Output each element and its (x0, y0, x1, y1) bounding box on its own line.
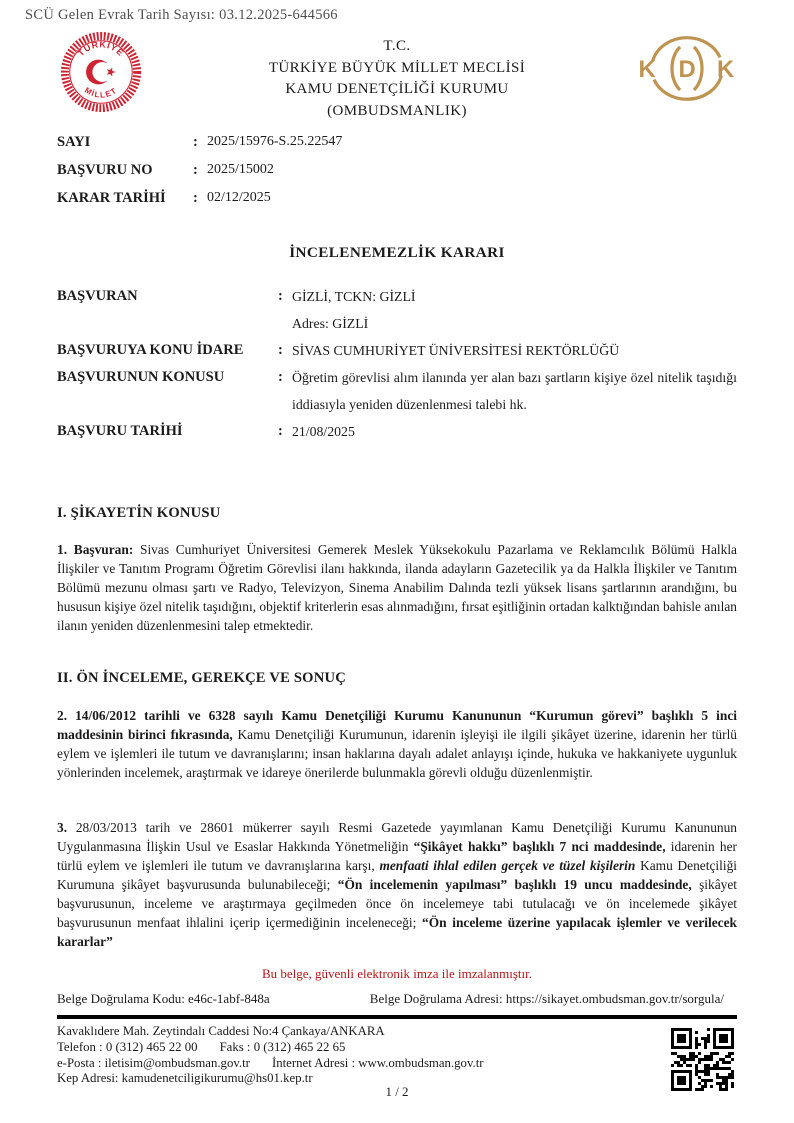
colon: : (278, 423, 283, 439)
kdk-logo-icon (637, 34, 737, 106)
colon: : (193, 190, 198, 206)
detail-label: BAŞVURUNUN KONUSU (57, 369, 225, 385)
signature-note: Bu belge, güvenli elektronik imza ile imzalanmıştır. (261, 966, 533, 981)
qr-code (671, 1028, 734, 1091)
footer (57, 966, 737, 1123)
text-run: menfaati ihlal edilen gerçek ve tüzel kişilerin (379, 858, 641, 873)
colon: : (278, 342, 283, 358)
contact-address: Kavaklıdere Mah. Zeytindalı Caddesi No:4 Çankaya/ANKARA (57, 1024, 385, 1038)
detail-row-konu (57, 364, 737, 418)
detail-value: GİZLİ, TCKN: GİZLİ (292, 289, 416, 304)
text-run: Sivas Cumhuriyet Üniversitesi Gemerek Meslek Yüksekokulu Pazarlama ve Reklamcılık Bölümü Halkla İlişkiler ve Tanıtım Programı Öğretim Görevlisi ilanı hakkında, ilanda adayların Gazetecilik ya da Halkla İlişkiler ve Tanıtım Bölümü mezunu olması şartı ve Radyo, Televizyon, Sinema Anabilim Dalında tezli yüksek lisans şartlarının arandığını, bu hususun kişiye özel nitelik taşıdığını, objektif kriterlerin esas alınmadığını, fırsat eşitliğinin ortadan kalktığından bahisle anılan ilanın yeniden düzenlenmesini talep etmektedir. (57, 542, 738, 633)
detail-row-basvuru-tarihi (57, 418, 737, 445)
detail-row-basvuran (57, 283, 737, 310)
kdk-letter-k1: K (638, 55, 656, 83)
title-line-tc: T.C. (383, 38, 411, 54)
detail-label: BAŞVURU TARİHİ (57, 423, 183, 439)
meta-label: KARAR TARİHİ (57, 190, 166, 206)
colon: : (278, 369, 283, 385)
text-run: 3. (57, 820, 76, 835)
detail-row-idare (57, 337, 737, 364)
text-run: 28/03/2013 tarih ve 28601 mükerrer sayılı Resmi Gazetede yayımlanan Kamu Denetçiliği Kurumu Kanununun Uygulanmasına İlişkin Usul ve Esaslar Hakkında Yönetmeliğin (57, 820, 737, 854)
text-run: idarenin her türlü eylem ve işlemleri ile tutum ve davranışlarına karşı, (57, 839, 737, 873)
detail-label: BAŞVURAN (57, 288, 138, 304)
paragraph-3 (57, 818, 737, 951)
detail-value: Adres: GİZLİ (292, 316, 369, 331)
footer-divider (57, 1015, 737, 1019)
contact-fax: Faks : 0 (312) 465 22 65 (219, 1039, 346, 1054)
meta-value: 2025/15976-S.25.22547 (207, 134, 343, 149)
tbmm-seal-wrap (57, 28, 167, 121)
meta-row-sayi (57, 128, 737, 156)
colon-empty (278, 310, 292, 337)
colon: : (278, 288, 283, 304)
seal-text-bottom: MİLLET (83, 85, 119, 100)
detail-label (57, 310, 278, 337)
detail-value: SİVAS CUMHURİYET ÜNİVERSİTESİ REKTÖRLÜĞÜ (292, 343, 620, 358)
text-run: şikâyet başvurusunun, inceleme ve araştırmaya geçilmeden önce ön incelemeye tabi tutulacağı ve ön incelemede şikâyet başvurusunun menfaat ihlalini içerip içermediğinin inceleneceği; (57, 877, 737, 930)
text-run: “Şikâyet hakkı” başlıklı 7 nci maddesinde, (413, 839, 671, 854)
colon: : (193, 134, 198, 150)
meta-label: SAYI (57, 134, 91, 150)
details-block (57, 283, 737, 445)
text-run: “Ön inceleme üzerine yapılacak işlemler ve verilecek kararlar” (57, 915, 737, 949)
text-run: 1. Başvuran: (57, 542, 141, 557)
text-run: 2. 14/06/2012 tarihli ve 6328 sayılı Kamu Denetçiliği Kurumu Kanununun “Kurumun görevi” başlıklı 5 inci maddesinin birinci fıkrasında, (57, 708, 737, 742)
paragraph-1 (57, 540, 737, 635)
meta-label: BAŞVURU NO (57, 162, 153, 178)
meta-value: 2025/15002 (207, 162, 274, 177)
contact-email: e-Posta : iletisim@ombudsman.gov.tr (57, 1055, 250, 1070)
verification-address: Belge Doğrulama Adresi: https://sikayet.ombudsman.gov.tr/sorgula/ (369, 991, 725, 1006)
detail-row-adres (57, 310, 737, 337)
verification-code: Belge Doğrulama Kodu: e46c-1abf-848a (57, 991, 270, 1006)
text-run: Kamu Denetçiliği Kurumuna şikâyet başvurusunda bulunabileceği; (57, 858, 737, 892)
detail-value: Öğretim görevlisi alım ilanında yer alan bazı şartların kişiye özel nitelik taşıdığı iddiasıyla yeniden düzenlenmesi talebi hk. (292, 370, 737, 412)
incoming-document-stamp: SCÜ Gelen Evrak Tarih Sayısı: 03.12.2025-644566 (25, 7, 338, 23)
contact-phone: Telefon : 0 (312) 465 22 00 (57, 1039, 198, 1054)
verification-row (57, 991, 737, 1007)
meta-row-karar-tarihi (57, 184, 737, 212)
agency-title-block (167, 36, 627, 122)
kdk-logo-wrap (627, 28, 737, 111)
colon: : (193, 162, 198, 178)
title-line-tbmm: TÜRKİYE BÜYÜK MİLLET MECLİSİ (268, 59, 526, 76)
text-run: Kamu Denetçiliği Kurumunun, idarenin işleyişi ile ilgili şikâyet üzerine, idarenin her türlü eylem ve işlemleri ile tutum ve davranışlarını; insan haklarına dayalı adalet anlayışı içinde, hukuka ve hakkaniyete uygunluk yönlerinden incelemek, araştırmak ve idareye önerilerde bulunmakla görevli olduğu düzenlenmiştir. (57, 727, 737, 780)
title-line-kdk: KAMU DENETÇİLİĞİ KURUMU (285, 81, 509, 97)
text-run: “Ön incelemenin yapılması” başlıklı 19 uncu maddesinde, (337, 877, 700, 892)
contact-email-web (57, 1056, 671, 1072)
contact-kep: Kep Adresi: kamudenetciligikurumu@hs01.kep.tr (57, 1071, 313, 1086)
title-line-ombudsman: (OMBUDSMANLIK) (327, 102, 467, 119)
kdk-letter-d: D (678, 55, 696, 83)
contact-web: İnternet Adresi : www.ombudsman.gov.tr (271, 1055, 484, 1070)
document-header (57, 28, 737, 122)
tbmm-seal-icon (57, 28, 145, 116)
decision-title: İNCELENEMEZLİK KARARI (289, 244, 505, 261)
detail-label: BAŞVURUYA KONU İDARE (57, 342, 244, 358)
meta-row-basvuru-no (57, 156, 737, 184)
meta-block (57, 128, 737, 212)
section-2-heading: II. ÖN İNCELEME, GEREKÇE VE SONUÇ (57, 670, 346, 686)
detail-value: 21/08/2025 (292, 424, 355, 439)
seal-text-top: TÜRKİYE (75, 39, 127, 59)
meta-value: 02/12/2025 (207, 190, 271, 205)
kdk-letter-k2: K (717, 55, 735, 83)
contact-phone-fax (57, 1040, 671, 1056)
page-number: 1 / 2 (385, 1084, 409, 1099)
section-1-heading: I. ŞİKAYETİN KONUSU (57, 505, 221, 521)
paragraph-2 (57, 706, 737, 782)
